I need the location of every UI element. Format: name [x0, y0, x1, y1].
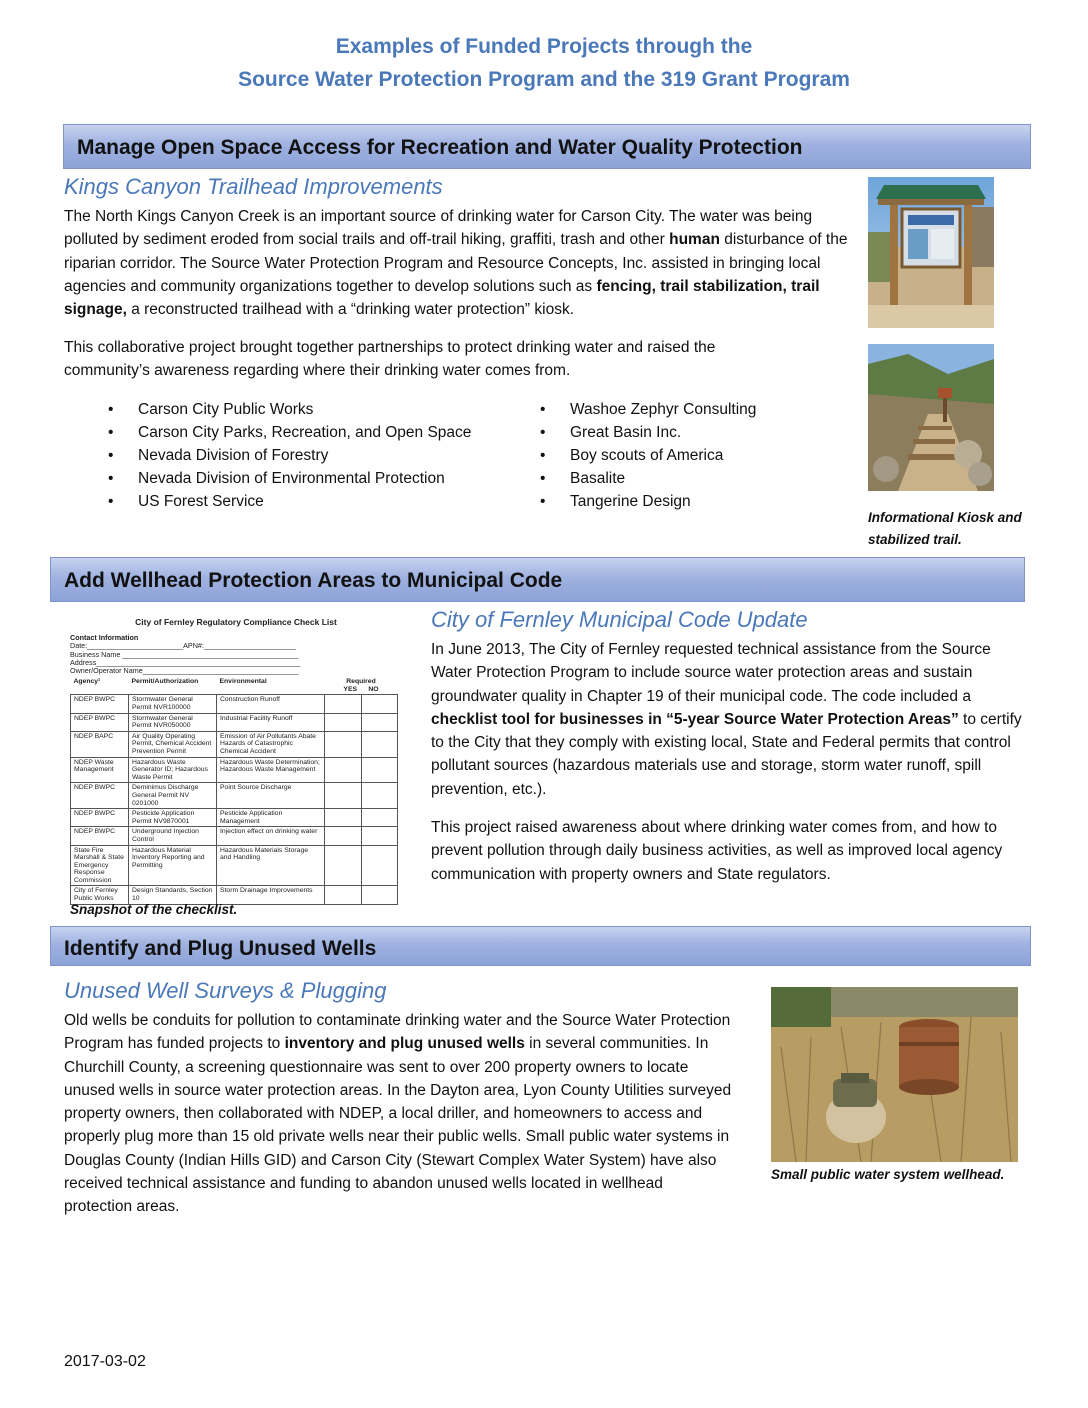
list-item: • Great Basin Inc. [540, 424, 682, 441]
list-item: • Nevada Division of Environmental Protection [108, 470, 445, 487]
section-banner-wellhead: Add Wellhead Protection Areas to Municipal Code [50, 557, 1025, 602]
table-row: NDEP BWPC Underground Injection Control Injection effect on drinking water [71, 827, 398, 845]
checklist-caption: Snapshot of the checklist. [70, 902, 238, 917]
footer-date: 2017-03-02 [64, 1353, 146, 1370]
partners-list-right [496, 398, 756, 513]
fernley-paragraph-2: This project raised awareness about where drinking water comes from, and how to prevent pollution through daily business activities, as well as improved local agency communication with property owners and State regulators. [431, 819, 1003, 883]
table-row: NDEP Waste Management Hazardous Waste Generator ID; Hazardous Waste Permit Hazardous Waste Determination; Hazardous Waste Management [71, 757, 398, 783]
list-item: • Tangerine Design [540, 493, 691, 510]
list-item: • US Forest Service [108, 493, 264, 510]
table-row: NDEP BWPC Stormwater General Permit NVR050000 Industrial Facility Runoff [71, 713, 398, 731]
title-line-1: Examples of Funded Projects through the [335, 35, 753, 58]
subtitle-fernley: City of Fernley Municipal Code Update [431, 607, 808, 632]
checklist-title: City of Fernley Regulatory Compliance Check List [135, 617, 337, 627]
checklist-header: Environmental [217, 677, 325, 695]
list-item: • Nevada Division of Forestry [108, 447, 329, 464]
checklist-table [70, 677, 398, 904]
unused-wells-paragraph: Old wells be conduits for pollution to contaminate drinking water and the Source Water Protection Program has funded projects to inventory and plug unused wells in several communities. In Churchill County, a screening questionnaire was sent to over 200 property owners to locate unused wells in source water protection areas. In the Dayton area, Lyon County Utilities surveyed property owners, then collaborated with NDEP, a local driller, and homeowners to access and properly plug more than 15 old private wells near their public wells. Small public water systems in Douglas County (Indian Hills GID) and Carson City (Stewart Complex Water System) have also received technical assistance and funding to abandon unused wells located in wellhead protection areas. [64, 1012, 732, 1216]
kiosk-caption: Informational Kiosk and stabilized trail. [868, 510, 1022, 547]
kiosk-photo [868, 177, 994, 328]
table-row: NDEP BAPC Air Quality Operating Permit, Chemical Accident Prevention Permit Emission of Air Pollutants Abate Hazards of Catastrophic Chemical Accident [71, 731, 398, 757]
kings-canyon-paragraph-1: The North Kings Canyon Creek is an important source of drinking water for Carson City. The water was being polluted by sediment eroded from social trails and off-trail hiking, graffiti, trash and other human disturbance of the riparian corridor. The Source Water Protection Program and Resource Concepts, Inc. assisted in bringing local agencies and community organizations together to develop solutions such as fencing, trail stabilization, trail signage, a reconstructed trailhead with a “drinking water protection” kiosk. [64, 208, 848, 319]
checklist-info-line: Address___________________________________________________ [70, 657, 301, 667]
trail-photo [868, 344, 994, 491]
checklist-header: Required YES NO [325, 677, 398, 695]
page-title [0, 30, 1088, 96]
checklist-info-line: Business Name ____________________________________________ [70, 649, 299, 659]
checklist-header: Agency¹ [71, 677, 129, 695]
subtitle-kings-canyon: Kings Canyon Trailhead Improvements [64, 174, 443, 199]
wellhead-caption: Small public water system wellhead. [771, 1167, 1005, 1182]
partners-list-left [64, 398, 471, 513]
title-line-2: Source Water Protection Program and the 319 Grant Program [238, 68, 850, 91]
checklist-info-line: Contact Information [70, 633, 139, 643]
list-item: • Carson City Public Works [108, 401, 314, 418]
table-row: NDEP BWPC Pesticide Application Permit NV9870001 Pesticide Application Management [71, 809, 398, 827]
checklist-info-line: Date:________________________APN#:_______________________ [70, 641, 296, 651]
kings-canyon-paragraph-2: This collaborative project brought together partnerships to protect drinking water and raised the community’s awareness regarding where their drinking water comes from. [64, 339, 716, 380]
table-row: State Fire Marshall & State Emergency Response Commission Hazardous Material Inventory Reporting and Permitting Hazardous Materials Storage and Handling [71, 845, 398, 886]
table-row: City of Fernley Public Works Design Standards, Section 10 Storm Drainage Improvements [71, 886, 398, 904]
table-row: NDEP BWPC Deminimus Discharge General Permit NV 0201000 Point Source Discharge [71, 783, 398, 809]
fernley-paragraph-1: In June 2013, The City of Fernley requested technical assistance from the Source Water Protection Program to include source water protection areas and sustain groundwater quality in Chapter 19 of their municipal code. The code included a checklist tool for businesses in “5-year Source Water Protection Areas” to certify to the City that they comply with existing local, State and Federal permits that control pollutant sources (hazardous materials use and storage, storm water runoff, spill prevention, etc.). [431, 641, 1022, 798]
list-item: • Basalite [540, 470, 626, 487]
section-banner-open-space: Manage Open Space Access for Recreation and Water Quality Protection [63, 124, 1031, 169]
list-item: • Carson City Parks, Recreation, and Open Space [108, 424, 472, 441]
list-item: • Washoe Zephyr Consulting [540, 401, 757, 418]
wellhead-photo [771, 987, 1018, 1162]
section-banner-unused-wells: Identify and Plug Unused Wells [50, 926, 1031, 966]
checklist-header: Permit/Authorization [129, 677, 217, 695]
list-item: • Boy scouts of America [540, 447, 724, 464]
checklist-info-line: Owner/Operator Name_______________________________________ [70, 666, 299, 676]
table-row: NDEP BWPC Stormwater General Permit NVR100000 Construction Runoff [71, 695, 398, 713]
checklist-snapshot [70, 612, 402, 903]
subtitle-unused-wells: Unused Well Surveys & Plugging [64, 978, 387, 1003]
